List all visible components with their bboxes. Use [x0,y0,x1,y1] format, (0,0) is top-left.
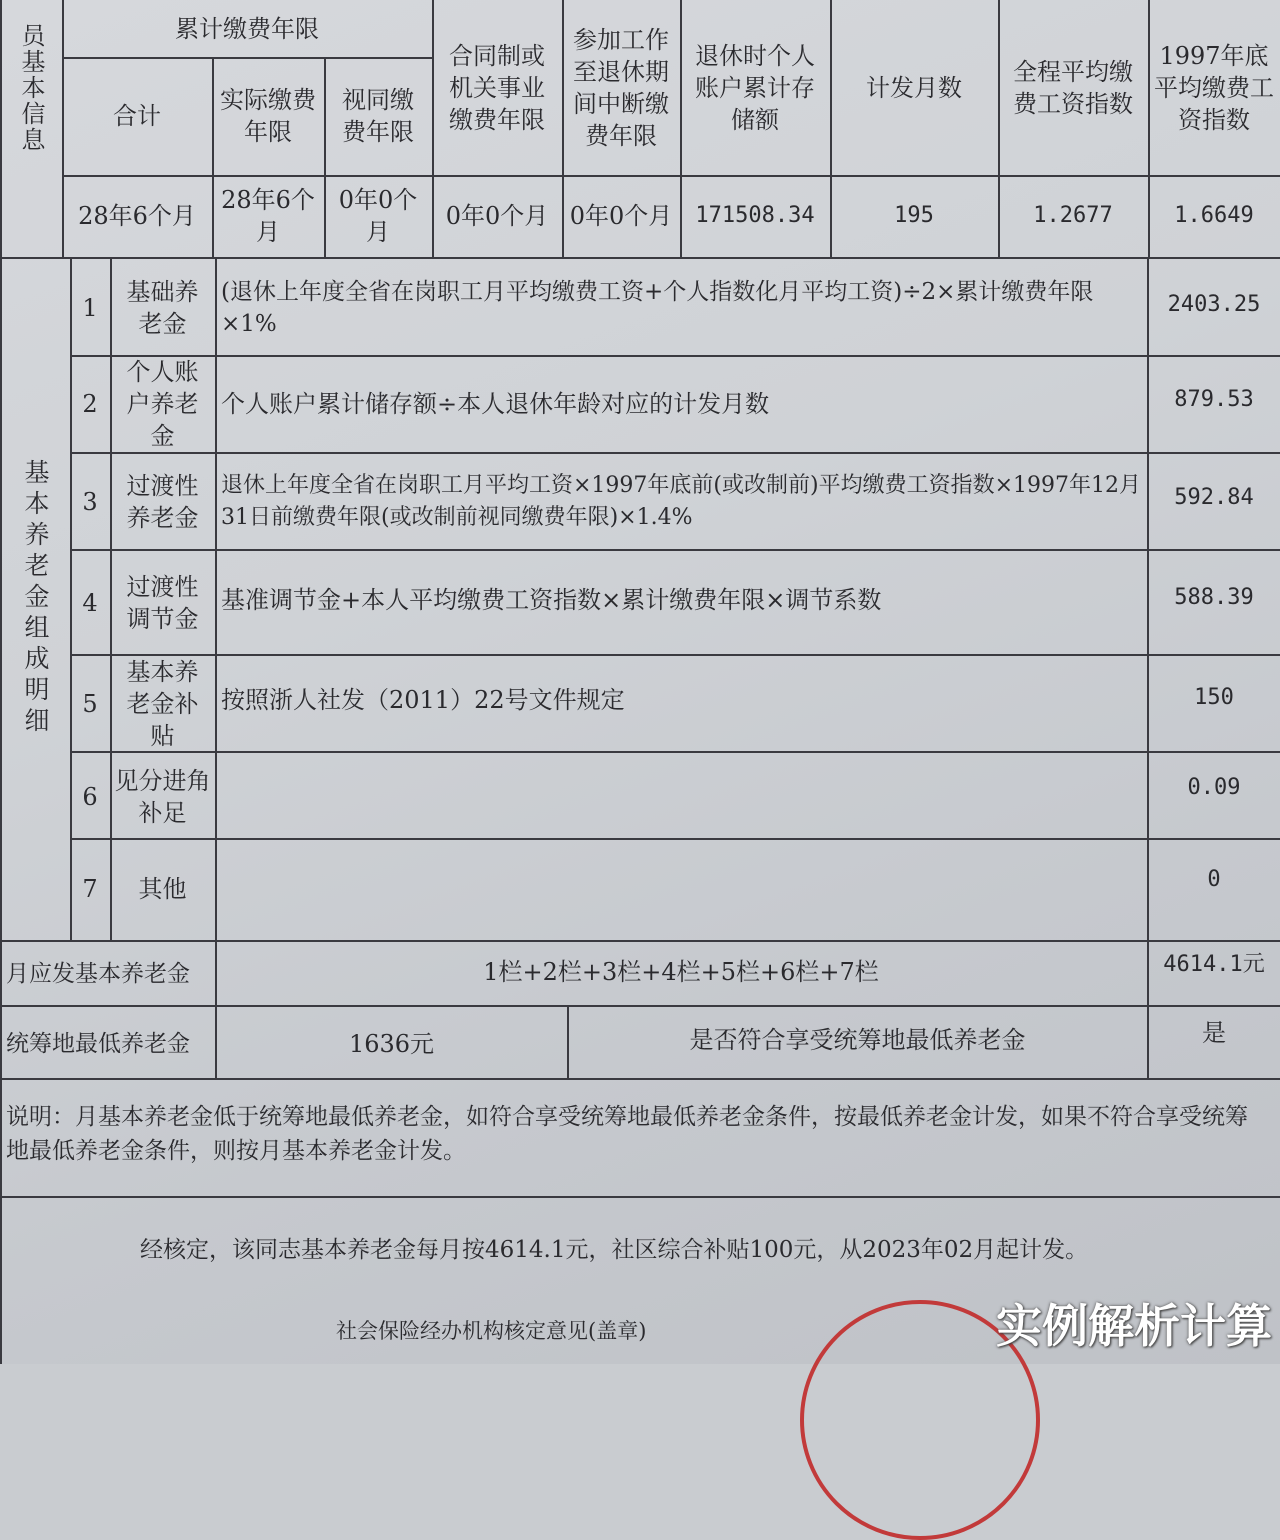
monthly-pension-label: 月应发基本养老金 [6,961,190,987]
row-number: 2 [82,390,98,418]
value-actual-years: 28年6个月 [221,186,315,246]
row-number: 1 [82,293,98,322]
header-total: 合计 [113,102,161,130]
agency-opinion-label: 社会保险经办机构核定意见(盖章) [336,1319,647,1343]
row-amount: 588.39 [1174,584,1254,610]
monthly-pension-formula: 1栏+2栏+3栏+4栏+5栏+6栏+7栏 [483,957,879,986]
explanation-note: 说明：月基本养老金低于统筹地最低养老金，如符合享受统筹地最低养老金条件，按最低养老金计发，如果不符合享受统筹地最低养老金条件，则按月基本养老金计发。 [6,1104,1248,1164]
row-amount: 0.09 [1187,774,1241,800]
row-amount: 592.84 [1174,484,1254,510]
header-payout-months: 计发月数 [866,73,962,102]
header-index-1997: 1997年底平均缴费工资指数 [1154,41,1274,134]
row-number: 6 [82,782,98,811]
row-formula [215,750,1148,835]
value-total-years: 28年6个月 [78,202,196,230]
section-label-breakdown: 基本养老金组成明细 [21,459,50,738]
header-deemed-years: 视同缴费年限 [342,86,414,146]
value-account-balance: 171508.34 [695,203,815,228]
minimum-pension-answer: 是 [1202,1018,1226,1047]
header-avg-index: 全程平均缴费工资指数 [1013,57,1133,118]
value-index-1997: 1.6649 [1174,203,1254,228]
row-amount: 2403.25 [1167,292,1261,317]
monthly-pension-amount: 4614.1元 [1163,952,1265,977]
row-amount: 0 [1207,867,1221,892]
row-formula [215,835,1148,935]
minimum-pension-question: 是否符合享受统筹地最低养老金 [689,1026,1026,1054]
row-formula: 退休上年度全省在岗职工月平均工资×1997年底前(或改制前)平均缴费工资指数×1997年12月31日前缴费年限(或改制前视同缴费年限)×1.4% [221,472,1142,530]
row-amount: 879.53 [1174,387,1254,412]
approval-conclusion: 经核定，该同志基本养老金每月按4614.1元，社区综合补贴100元，从2023年02月起计发。 [140,1237,1089,1263]
watermark-text: 实例解析计算 [996,1299,1272,1353]
row-formula: 个人账户累计储存额÷本人退休年龄对应的计发月数 [221,390,770,418]
value-deemed-years: 0年0个月 [338,186,418,246]
row-name: 见分进角补足 [114,766,211,827]
section-label-basic-info: 员基本信息 [17,22,45,153]
row-number: 5 [82,690,98,718]
row-formula: 按照浙人社发（2011）22号文件规定 [221,686,625,714]
header-actual-years: 实际缴费年限 [220,86,316,146]
row-formula: (退休上年度全省在岗职工月平均缴费工资+个人指数化月平均工资)÷2×累计缴费年限×1% [221,278,1094,337]
row-amount: 150 [1194,684,1234,710]
row-number: 3 [82,487,98,516]
header-contract-years: 合同制或机关事业缴费年限 [449,41,545,134]
header-interrupted-years: 参加工作至退休期间中断缴费年限 [573,25,669,150]
minimum-pension-label: 统筹地最低养老金 [6,1030,190,1057]
value-payout-months: 195 [894,203,934,228]
header-account-balance: 退休时个人账户累计存储额 [695,41,815,134]
value-contract-years: 0年0个月 [445,202,549,230]
row-name: 基础养老金 [126,277,199,338]
value-avg-index: 1.2677 [1033,203,1113,228]
row-name: 过渡性调节金 [126,572,199,633]
row-name: 基本养老金补贴 [126,658,199,750]
value-interrupted-years: 0年0个月 [569,202,673,230]
row-name: 过渡性养老金 [126,471,199,532]
row-name: 其他 [138,875,187,903]
row-name: 个人账户养老金 [126,358,199,450]
minimum-pension-value: 1636元 [348,1029,435,1058]
header-cumulative-years: 累计缴费年限 [175,14,319,43]
row-formula: 基准调节金+本人平均缴费工资指数×累计缴费年限×调节系数 [221,586,882,614]
row-number: 4 [82,588,98,617]
row-number: 7 [82,875,98,903]
